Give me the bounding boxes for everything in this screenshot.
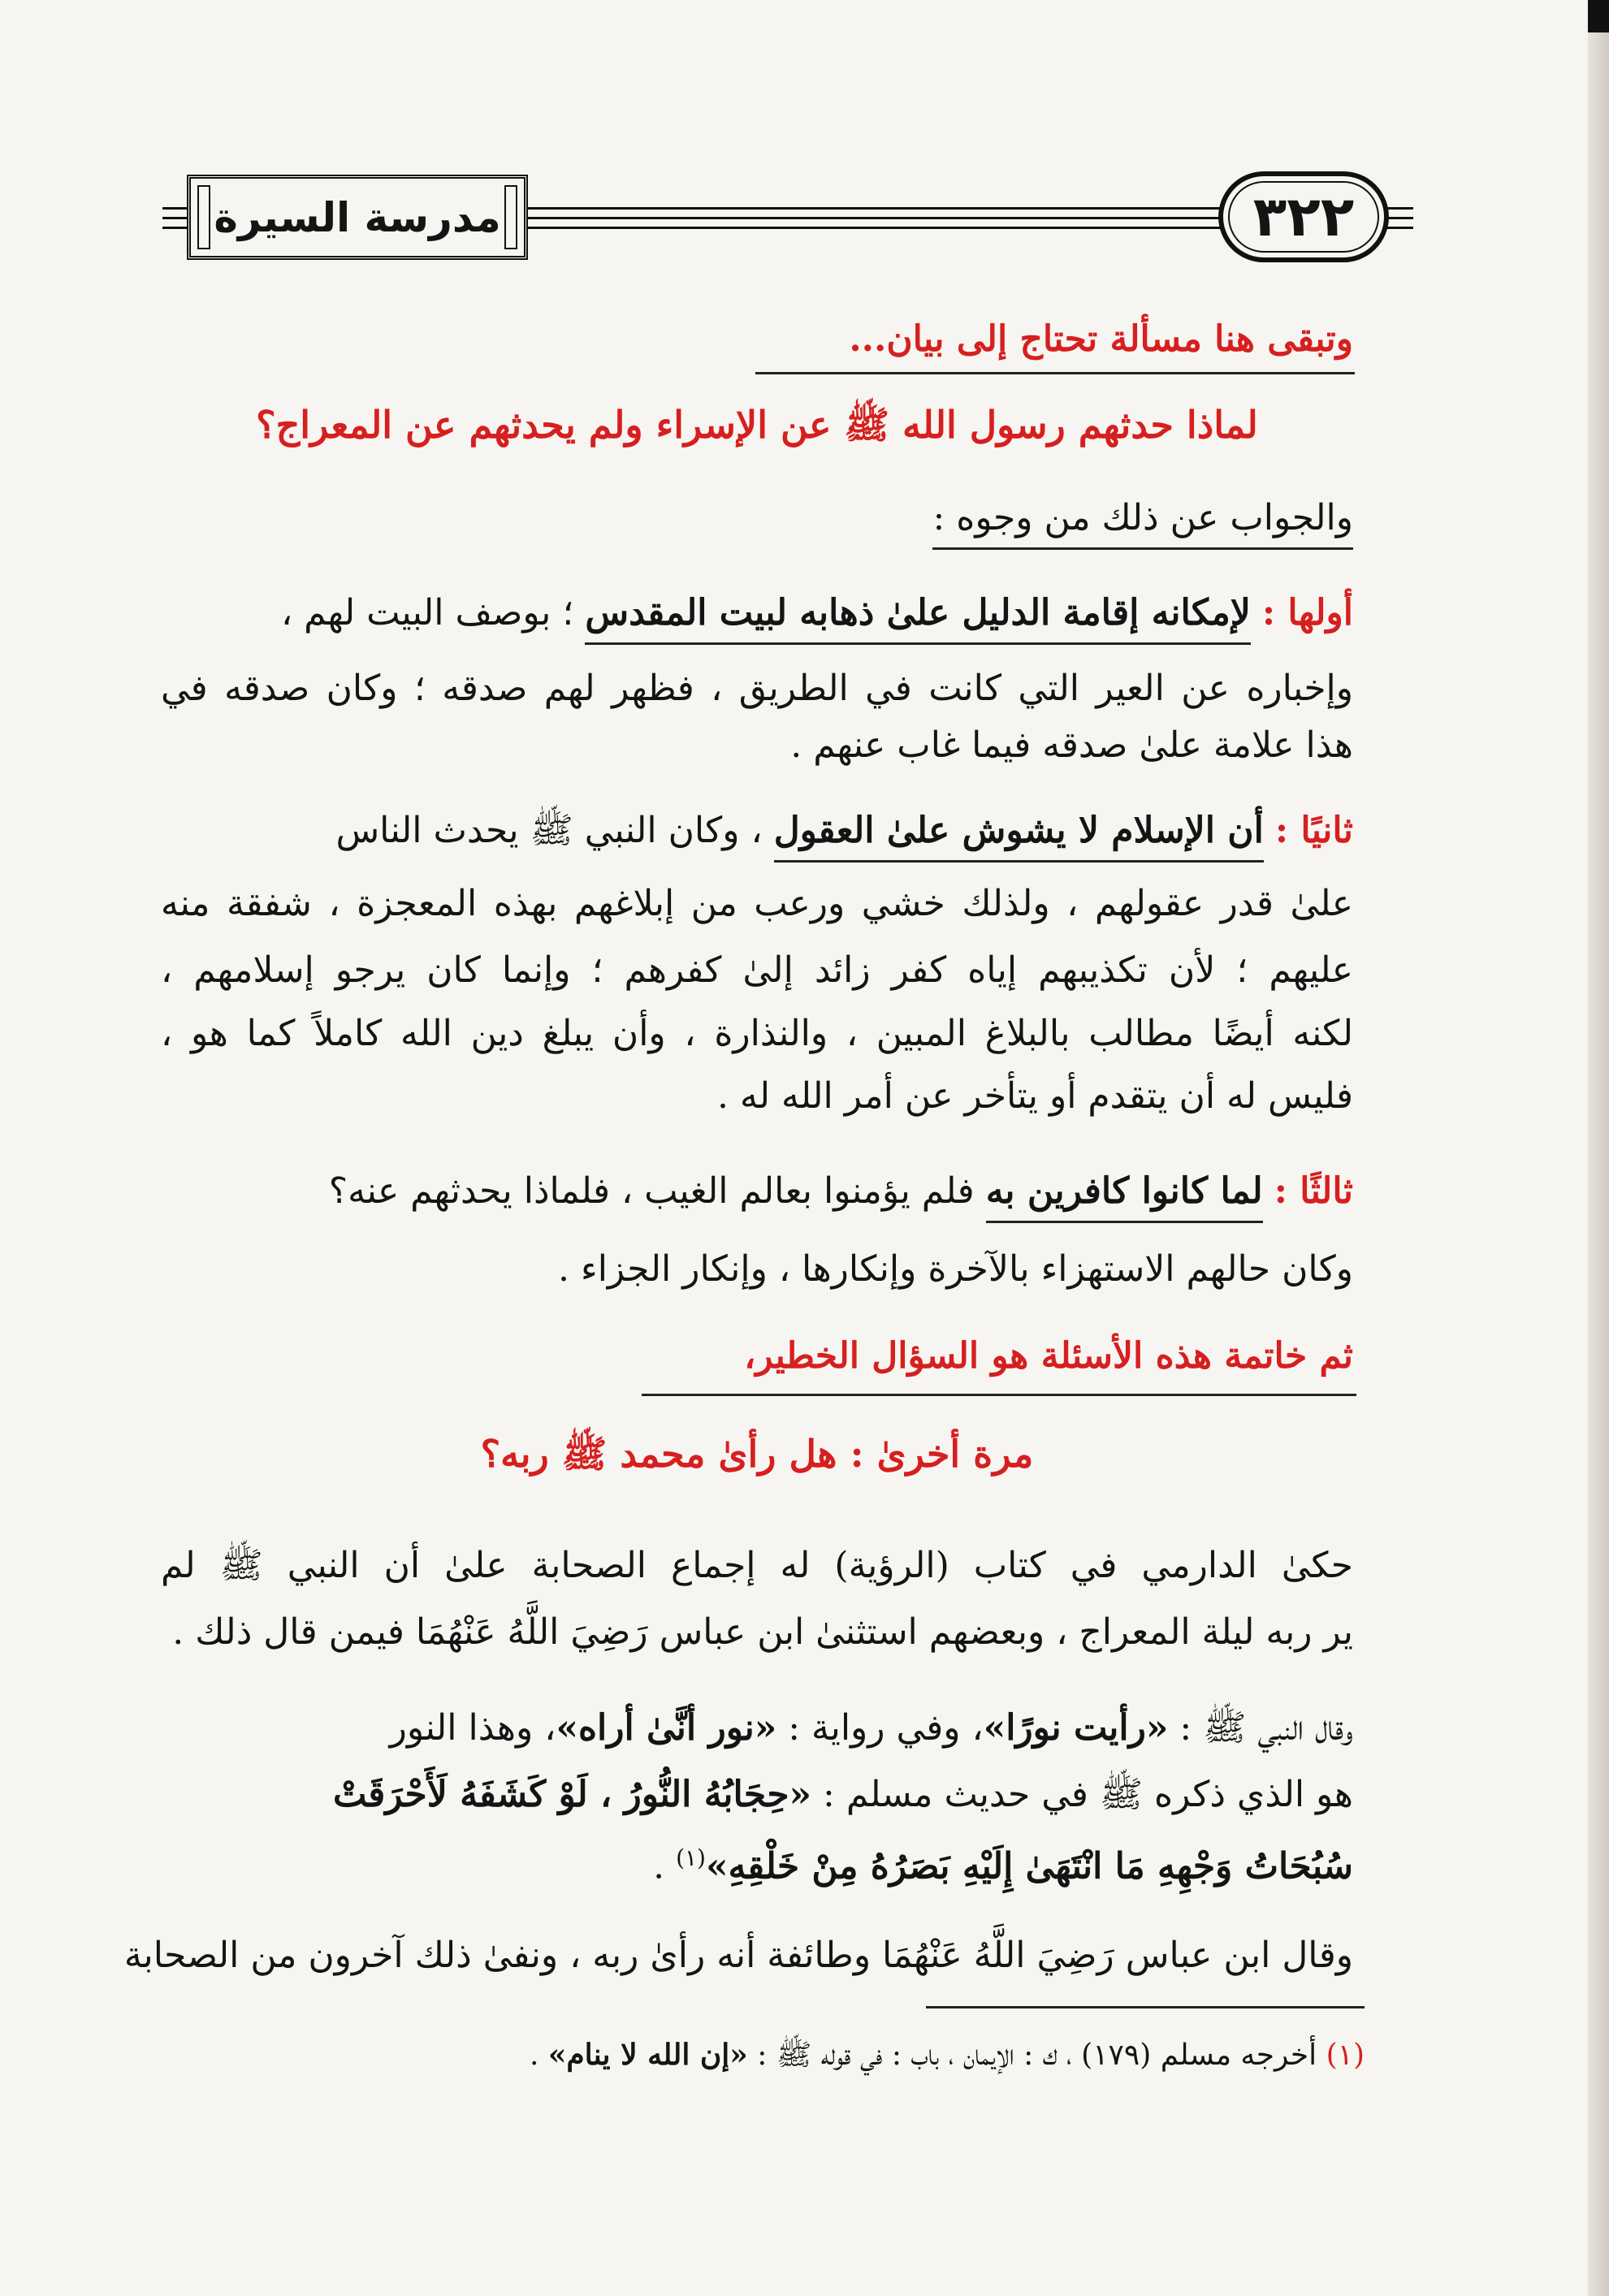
question-heading-text: لماذا حدثهم رسول الله ﷺ عن الإسراء ولم يحدثهم عن المعراج؟ (256, 403, 1258, 447)
question-heading-text: مرة أخرىٰ : هل رأىٰ محمد ﷺ ربه؟ (480, 1432, 1034, 1476)
footnote-rule (926, 2006, 1365, 2008)
hadith-quote: «نور أنَّىٰ أراه» (556, 1707, 777, 1749)
closing-heading (161, 1332, 1353, 1381)
page-header (162, 166, 1413, 268)
answer-intro (161, 494, 1353, 550)
second-point-text: علىٰ قدر عقولهم ، ولذلك خشي ورعب من إبلاغهم بهذه المعجزة ، شفقة منه (161, 883, 1353, 924)
paragraph-line (161, 1072, 1353, 1121)
paragraph-line (123, 1931, 1353, 1980)
paragraph-text: هو الذي ذكره ﷺ في حديث مسلم : (811, 1774, 1353, 1815)
paragraph-line (161, 1010, 1353, 1058)
third-point-text: فلم يؤمنوا بعالم الغيب ، فلماذا يحدثهم عنه؟ (328, 1170, 975, 1212)
hadith-quote: «حِجَابُهُ النُّورُ ، لَوْ كَشَفَهُ لَأَحْرَقَتْ (333, 1774, 812, 1815)
question-heading (161, 1429, 1353, 1478)
second-point-bold: أن الإسلام لا يشوش علىٰ العقول (774, 806, 1264, 863)
paragraph-text: حكىٰ الدارمي في كتاب (الرؤية) له إجماع الصحابة علىٰ أن النبي ﷺ لم (161, 1545, 1353, 1586)
answer-intro-text: والجواب عن ذلك من وجوه : (932, 494, 1353, 550)
first-point-label: أولها : (1261, 592, 1353, 633)
paragraph-text: ، وفي رواية : (776, 1707, 984, 1749)
book-title: مدرسة السيرة (214, 193, 501, 241)
footnote-quote: «إن الله لا ينام» (547, 2038, 748, 2072)
paragraph-line (161, 1245, 1353, 1294)
third-point-bold: لما كانوا كافرين به (986, 1167, 1263, 1223)
second-point-text: فليس له أن يتقدم أو يتأخر عن أمر الله له . (717, 1075, 1353, 1117)
page-number-frame (1218, 171, 1389, 262)
second-point-text: ، وكان النبي ﷺ يحدث الناس (335, 810, 763, 851)
second-point-line (161, 806, 1353, 863)
section-rule (642, 1394, 1356, 1396)
scan-corner-mark (1588, 0, 1609, 32)
paragraph-line (161, 946, 1353, 995)
footnote-text: . (530, 2039, 548, 2072)
first-point-text: وإخباره عن العير التي كانت في الطريق ، فظهر لهم صدقه ؛ وكان صدقه في (161, 668, 1353, 709)
first-point-bold: لإمكانه إقامة الدليل علىٰ ذهابه لبيت المقدس (585, 589, 1251, 645)
footnote-text: أخرجه مسلم (١٧٩) ، ك : الإيمان ، باب : في قوله ﷺ : (747, 2039, 1317, 2072)
third-point-line (161, 1167, 1353, 1223)
third-point-text: وكان حالهم الاستهزاء بالآخرة وإنكارها ، وإنكار الجزاء . (558, 1248, 1353, 1290)
paragraph-line (161, 1771, 1353, 1819)
book-title-frame (187, 175, 528, 260)
paragraph-line (161, 721, 1353, 770)
paragraph-text: . (653, 1845, 677, 1887)
paragraph-text: ، وهذا النور (389, 1707, 556, 1749)
closing-heading-text: ثم خاتمة هذه الأسئلة هو السؤال الخطير، (744, 1335, 1353, 1377)
third-point-label: ثالثًا : (1274, 1170, 1353, 1212)
page-edge-shadow (1588, 0, 1609, 2296)
first-point-text: هذا علامة علىٰ صدقه فيما غاب عنهم . (790, 724, 1353, 766)
footnote-number: (١) (1326, 2039, 1365, 2072)
paragraph-line (161, 880, 1353, 928)
second-point-text: لكنه أيضًا مطالب بالبلاغ المبين ، والنذارة ، وأن يبلغ دين الله كاملاً كما هو ، (161, 1013, 1353, 1054)
hadith-quote: سُبُحَاتُ وَجْهِهِ مَا انْتَهَىٰ إِلَيْهِ بَصَرُهُ مِنْ خَلْقِهِ» (705, 1845, 1353, 1887)
paragraph-line (161, 664, 1353, 713)
paragraph-text: ير ربه ليلة المعراج ، وبعضهم استثنىٰ ابن عباس رَضِيَ اللَّهُ عَنْهُمَا فيمن قال ذلك . (172, 1611, 1353, 1653)
intro-heading-text: وتبقى هنا مسألة تحتاج إلى بيان... (849, 318, 1353, 360)
hadith-quote: «رأيت نورًا» (983, 1707, 1169, 1749)
paragraph-text: وقال ابن عباس رَضِيَ اللَّهُ عَنْهُمَا وطائفة أنه رأىٰ ربه ، ونفىٰ ذلك آخرون من الصحابة (123, 1935, 1353, 1976)
page-number: ٣٢٢ (1252, 184, 1355, 249)
second-point-label: ثانيًا : (1274, 810, 1353, 851)
second-point-text: عليهم ؛ لأن تكذيبهم إياه كفر زائد إلىٰ كفرهم ؛ وإنما كان يرجو إسلامهم ، (161, 949, 1353, 991)
first-point-line (161, 589, 1353, 645)
footnote (161, 2034, 1365, 2076)
first-point-text: ؛ بوصف البيت لهم ، (280, 592, 574, 633)
paragraph-text: وقال النبي ﷺ : (1168, 1707, 1353, 1749)
question-heading (161, 400, 1353, 449)
footnote-marker[interactable]: (١) (676, 1844, 706, 1871)
paragraph-line (161, 1834, 1353, 1892)
paragraph-line (161, 1541, 1353, 1590)
section-rule (755, 372, 1355, 374)
paragraph-line (161, 1608, 1353, 1657)
paragraph-line (161, 1704, 1353, 1753)
intro-heading (161, 315, 1353, 364)
